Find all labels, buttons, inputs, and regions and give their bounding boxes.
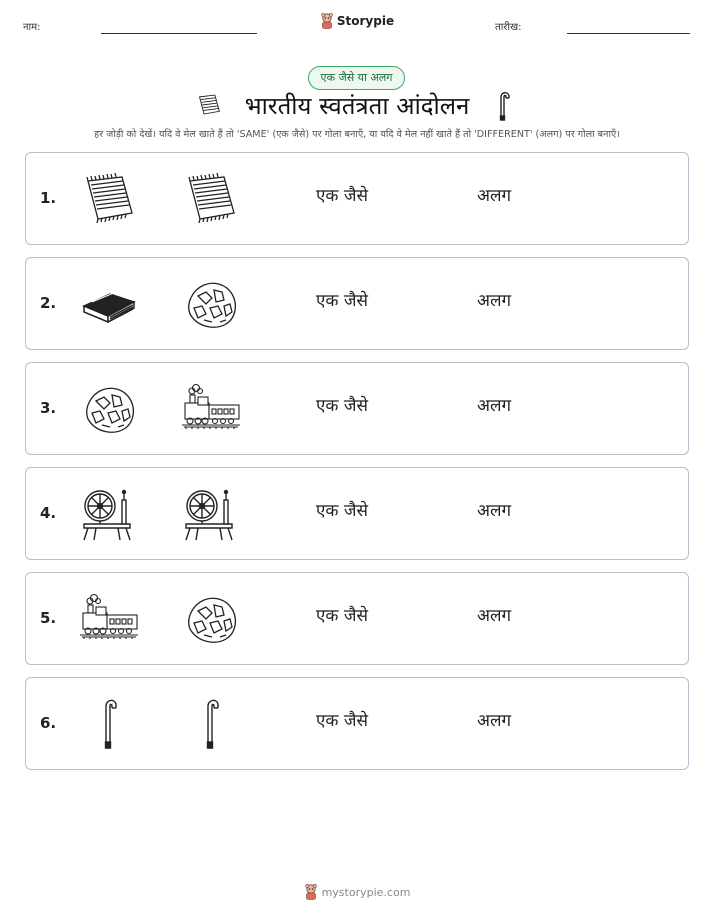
- question-number: 1.: [40, 189, 57, 207]
- question-number: 6.: [40, 714, 57, 732]
- question-row: [25, 572, 689, 665]
- train-icon: [180, 381, 242, 437]
- walking-stick-icon: [78, 696, 140, 752]
- date-line[interactable]: [567, 33, 690, 34]
- same-option[interactable]: एक जैसे: [316, 501, 368, 521]
- name-line[interactable]: [101, 33, 257, 34]
- spinning-wheel-icon: [180, 486, 242, 542]
- different-option[interactable]: अलग: [477, 186, 512, 206]
- newspaper-icon: [180, 171, 242, 227]
- storypie-logo-icon: [304, 884, 318, 900]
- question-number: 5.: [40, 609, 57, 627]
- different-option[interactable]: अलग: [477, 711, 512, 731]
- rock-icon: [78, 381, 140, 437]
- question-row: [25, 677, 689, 770]
- name-label: नाम:: [23, 22, 41, 33]
- train-icon: [78, 591, 140, 647]
- page-title: भारतीय स्वतंत्रता आंदोलन: [244, 92, 470, 120]
- question-number: 3.: [40, 399, 57, 417]
- book-icon: [78, 276, 140, 332]
- question-number: 4.: [40, 504, 57, 522]
- rock-icon: [180, 591, 242, 647]
- different-option[interactable]: अलग: [477, 396, 512, 416]
- spinning-wheel-icon: [78, 486, 140, 542]
- question-row: [25, 467, 689, 560]
- different-option[interactable]: अलग: [477, 291, 512, 311]
- brand-name: Storypie: [336, 14, 395, 28]
- same-option[interactable]: एक जैसे: [316, 291, 368, 311]
- walking-stick-icon: [180, 696, 242, 752]
- date-label: तारीख:: [495, 22, 522, 33]
- question-row: [25, 152, 689, 245]
- same-option[interactable]: एक जैसे: [316, 186, 368, 206]
- different-option[interactable]: अलग: [477, 501, 512, 521]
- question-row: [25, 362, 689, 455]
- same-option[interactable]: एक जैसे: [316, 396, 368, 416]
- footer-url[interactable]: mystorypie.com: [321, 885, 411, 899]
- different-option[interactable]: अलग: [477, 606, 512, 626]
- same-option[interactable]: एक जैसे: [316, 711, 368, 731]
- same-option[interactable]: एक जैसे: [316, 606, 368, 626]
- brand: [0, 13, 714, 33]
- question-number: 2.: [40, 294, 57, 312]
- instructions: हर जोड़ी को देखें। यदि वे मेल खाते हैं तो 'SAME' (एक जैसे) पर गोला बनाएँ, या यदि वे मेल नहीं खाते हैं तो 'DIFFERENT' (अलग) पर गोला बनाएँ।: [94, 129, 620, 140]
- footer: [0, 884, 714, 903]
- question-row: [25, 257, 689, 350]
- worksheet-type-badge: एक जैसे या अलग: [308, 66, 405, 90]
- rock-icon: [180, 276, 242, 332]
- storypie-logo-icon: [320, 13, 334, 29]
- walking-stick-icon: [492, 90, 516, 122]
- newspaper-icon: [78, 171, 140, 227]
